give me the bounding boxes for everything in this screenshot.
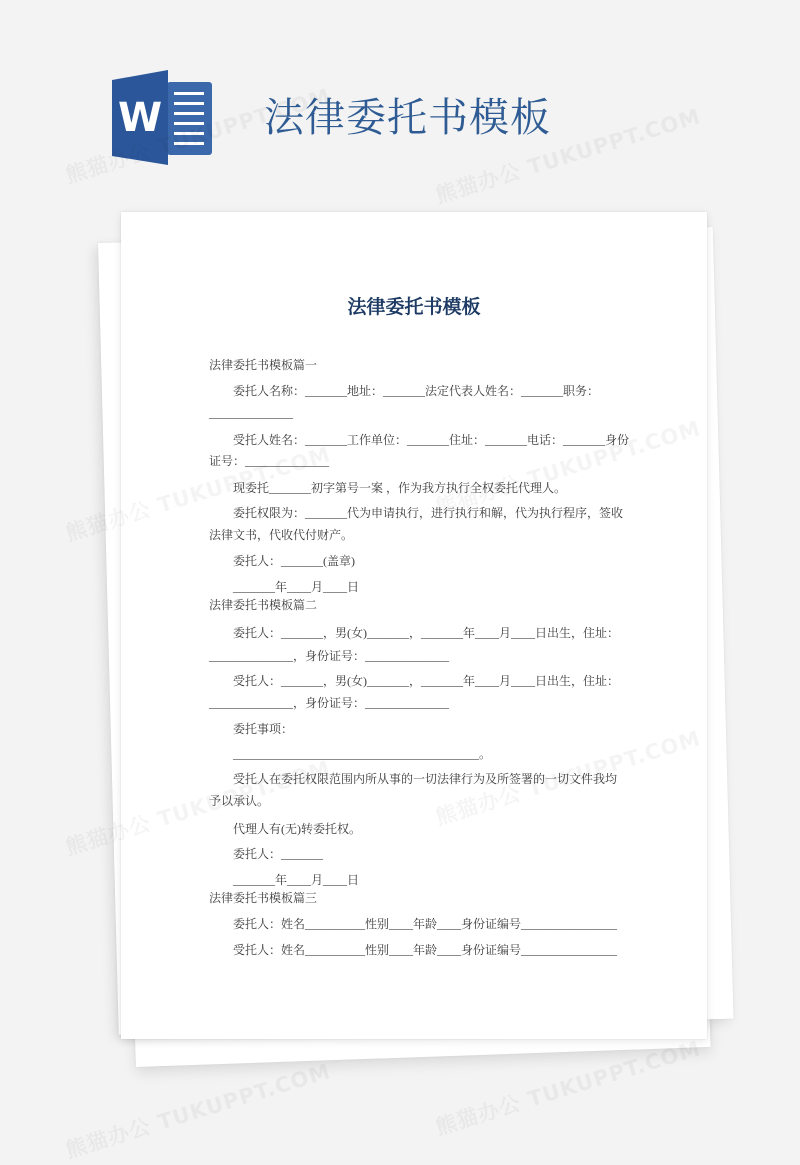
section-1-date-line: _______年____月____日 [233,580,360,594]
section-heading-3: 法律委托书模板篇三 [209,891,318,905]
section-2-line: ______________，身份证号：______________ [209,696,450,710]
section-1-line: ______________ [209,406,293,420]
watermark [62,1055,334,1164]
section-1-line: 现委托_______初字第号一案 ，作为我方执行全权委托代理人。 [233,481,567,495]
document-page [121,212,707,1039]
section-1-line: 证号：______________ [209,454,330,468]
section-3-line: 受托人：姓名__________性别____年龄____身份证编号________________ [233,943,618,957]
word-icon-letter: W [117,95,163,141]
section-2-line: 代理人有(无)转委托权。 [233,822,361,836]
section-1-line: 法律文书，代收代付财产。 [209,528,354,542]
section-2-date-line: _______年____月____日 [233,873,360,887]
section-2-line: 委托事项： [233,722,294,736]
section-1-line: 受托人姓名：_______工作单位：_______住址：_______电话：_______身份 [233,433,630,447]
document-title: 法律委托书模板 [347,296,481,318]
section-1-line: 委托人名称：_______地址：_______法定代表人姓名：_______职务： [233,384,600,398]
section-2-line: 委托人：_______，男(女)_______，_______年____月____日出生，住址： [233,626,619,640]
section-1-line: 委托人：_______(盖章) [233,554,355,568]
banner-title: 法律委托书模板 [264,95,551,141]
section-2-line: 受托人：_______，男(女)_______，_______年____月____日出生，住址： [233,674,619,688]
section-2-line: 受托人在委托权限范围内所从事的一切法律行为及所签署的一切文件我均 [233,772,618,786]
section-1-line: 委托权限为：_______代为申请执行，进行执行和解，代为执行程序，签收 [233,506,624,520]
section-heading-1: 法律委托书模板篇一 [209,358,318,372]
section-heading-2: 法律委托书模板篇二 [209,598,318,612]
section-2-line: 委托人：_______ [233,847,324,861]
section-3-line: 委托人：姓名__________性别____年龄____身份证编号________________ [233,917,618,931]
section-2-line: 予以承认。 [209,794,270,808]
section-2-line: _________________________________________。 [233,747,492,761]
word-icon [105,65,225,175]
section-2-line: ______________，身份证号：______________ [209,649,450,663]
